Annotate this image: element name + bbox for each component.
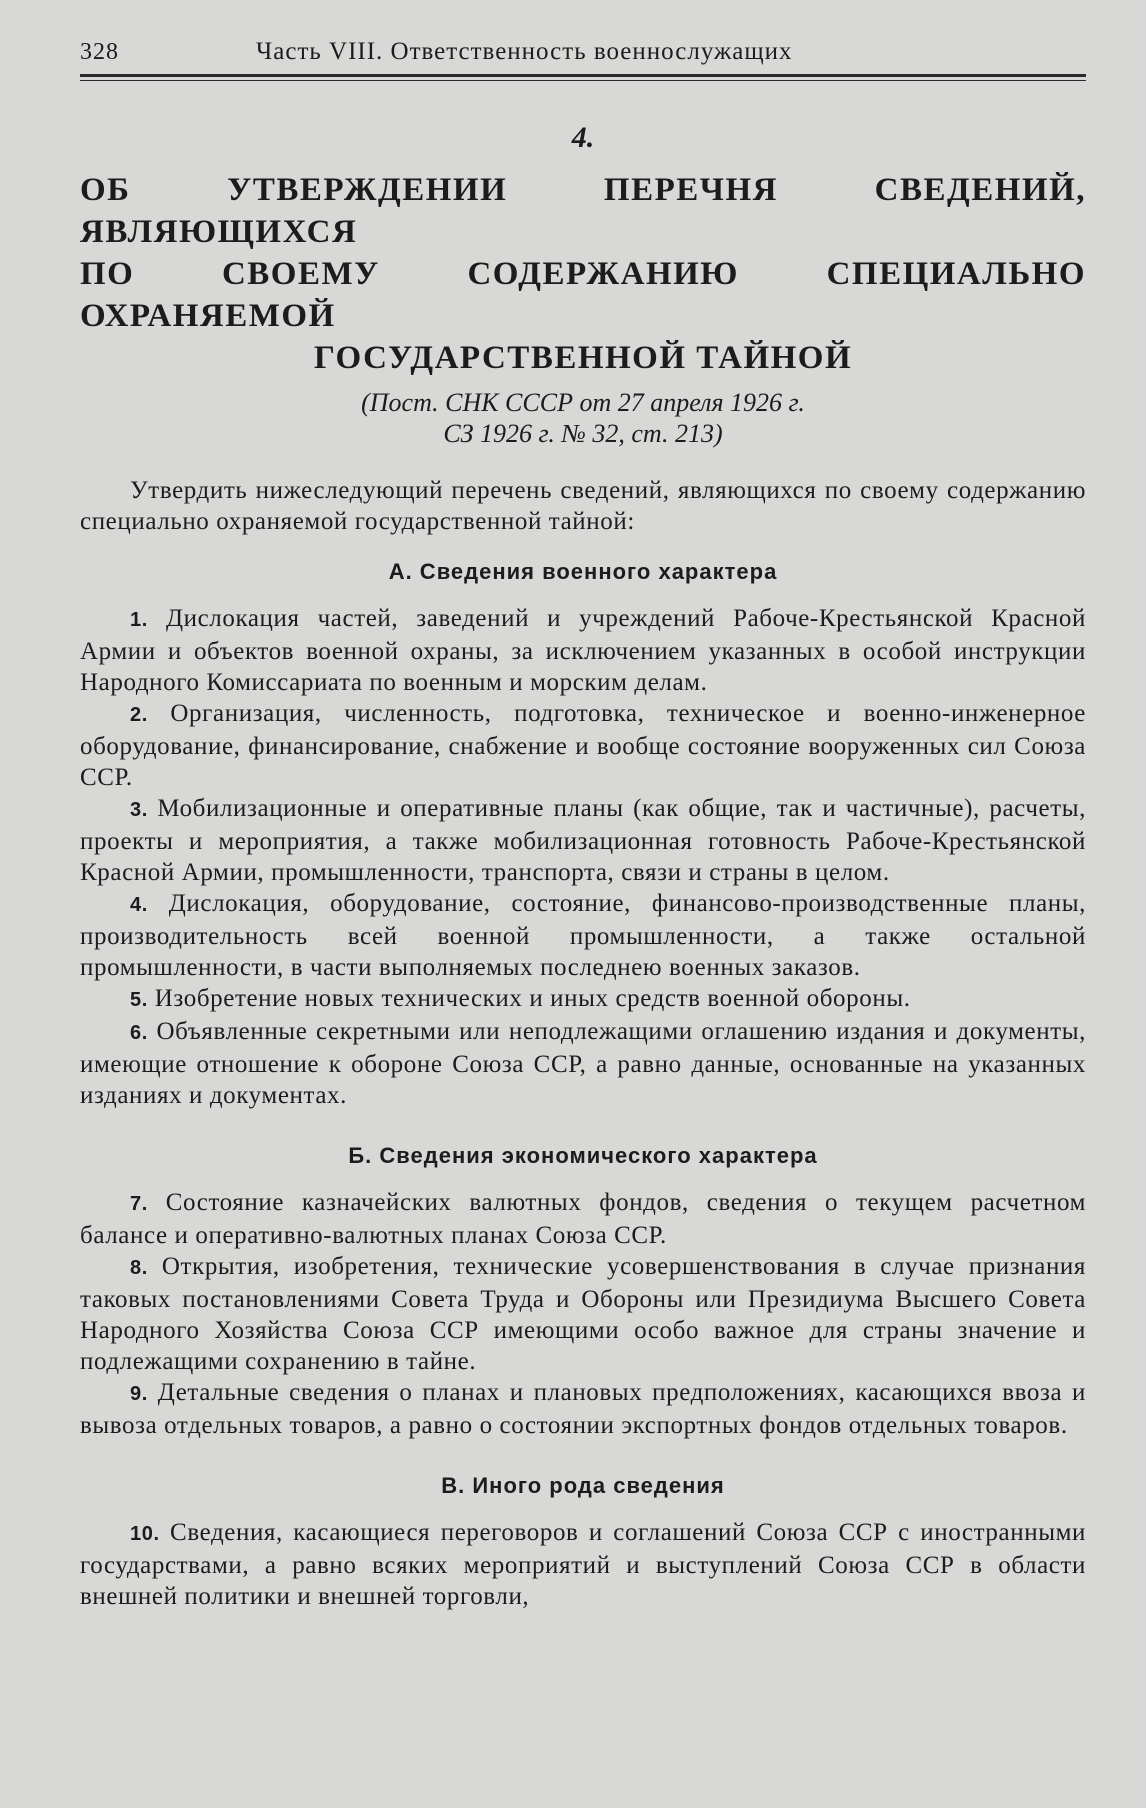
list-item: [80, 1517, 1086, 1612]
item-number: 5.: [130, 989, 148, 1011]
item-text: Состояние казначейских валютных фондов, сведения о текущем расчетном балансе и оперативно-валютных планах Союза ССР.: [80, 1189, 1086, 1249]
list-item: [80, 603, 1086, 698]
item-number: 6.: [130, 1022, 148, 1044]
running-title: Часть VIII. Ответственность военнослужащих: [256, 38, 793, 65]
list-item: [80, 698, 1086, 793]
list-item: [80, 888, 1086, 983]
document-title: [80, 169, 1086, 379]
item-text: Мобилизационные и оперативные планы (как общие, так и частичные), расчеты, проекты и мероприятия, а также мобилизационная готовность Рабоче-Крестьянской Красной Армии, промышленности, транспорта, связи и страны в целом.: [80, 795, 1086, 886]
header-rule: [80, 74, 1086, 77]
item-text: Открытия, изобретения, технические усовершенствования в случае признания таковых постановлениями Совета Труда и Обороны или Президиума Высшего Совета Народного Хозяйства Союза ССР имеющими особо важное для страны значение и подлежащими сохранению в тайне.: [80, 1253, 1086, 1375]
title-line: ПО СВОЕМУ СОДЕРЖАНИЮ СПЕЦИАЛЬНО ОХРАНЯЕМОЙ: [80, 256, 1086, 334]
item-text: Изобретение новых технических и иных средств военной обороны.: [154, 985, 911, 1012]
item-text: Организация, численность, подготовка, техническое и военно-инженерное оборудование, финансирование, снабжение и вообще состояние вооруженных сил Союза ССР.: [80, 700, 1086, 791]
list-item: [80, 1251, 1086, 1377]
item-text: Дислокация частей, заведений и учреждений Рабоче-Крестьянской Красной Армии и объектов военной охраны, за исключением указанных в особой инструкции Народного Комиссариата по военным и морским делам.: [80, 605, 1086, 696]
item-number: 7.: [130, 1193, 148, 1215]
item-number: 8.: [130, 1257, 148, 1279]
list-item: [80, 1187, 1086, 1251]
item-number: 4.: [130, 894, 148, 916]
item-number: 3.: [130, 799, 148, 821]
list-item: [80, 1016, 1086, 1111]
item-number: 1.: [130, 609, 148, 631]
document-source: [80, 387, 1086, 449]
source-line: СЗ 1926 г. № 32, ст. 213): [443, 419, 723, 448]
item-text: Сведения, касающиеся переговоров и соглашений Союза ССР с иностранными государствами, а равно всяких мероприятий и выступлений Союза ССР в области внешней политики и внешней торговли,: [80, 1519, 1086, 1610]
item-text: Дислокация, оборудование, состояние, финансово-производственные планы, производительность всей военной промышленности, а также остальной промышленности, в части выполняемых последнею военных заказов.: [80, 890, 1086, 981]
document-number: 4.: [571, 121, 595, 154]
list-item: [80, 1377, 1086, 1441]
section-title-c: В. Иного рода сведения: [441, 1473, 725, 1498]
intro-paragraph: Утвердить нижеследующий перечень сведений, являющихся по своему содержанию специально охраняемой государственной тайной:: [80, 477, 1086, 535]
page-header: [80, 38, 1086, 74]
item-number: 2.: [130, 704, 148, 726]
item-number: 9.: [130, 1383, 148, 1405]
title-line: ОБ УТВЕРЖДЕНИИ ПЕРЕЧНЯ СВЕДЕНИЙ, ЯВЛЯЮЩИХСЯ: [80, 172, 1086, 250]
section-title-b: Б. Сведения экономического характера: [348, 1143, 818, 1168]
header-rule-thin: [80, 80, 1086, 81]
item-text: Детальные сведения о планах и плановых предположениях, касающихся ввоза и вывоза отдельных товаров, а равно о состоянии экспортных фондов отдельных товаров.: [80, 1379, 1086, 1439]
list-item: [80, 983, 1086, 1016]
list-item: [80, 793, 1086, 888]
source-line: (Пост. СНК СССР от 27 апреля 1926 г.: [361, 388, 805, 417]
page-number: 328: [80, 39, 119, 65]
item-number: 10.: [130, 1523, 160, 1545]
title-line: ГОСУДАРСТВЕННОЙ ТАЙНОЙ: [313, 340, 853, 376]
section-title-a: А. Сведения военного характера: [388, 559, 778, 584]
item-text: Объявленные секретными или неподлежащими оглашению издания и документы, имеющие отношение к обороне Союза ССР, а равно данные, основанные на указанных изданиях и документах.: [80, 1018, 1086, 1109]
